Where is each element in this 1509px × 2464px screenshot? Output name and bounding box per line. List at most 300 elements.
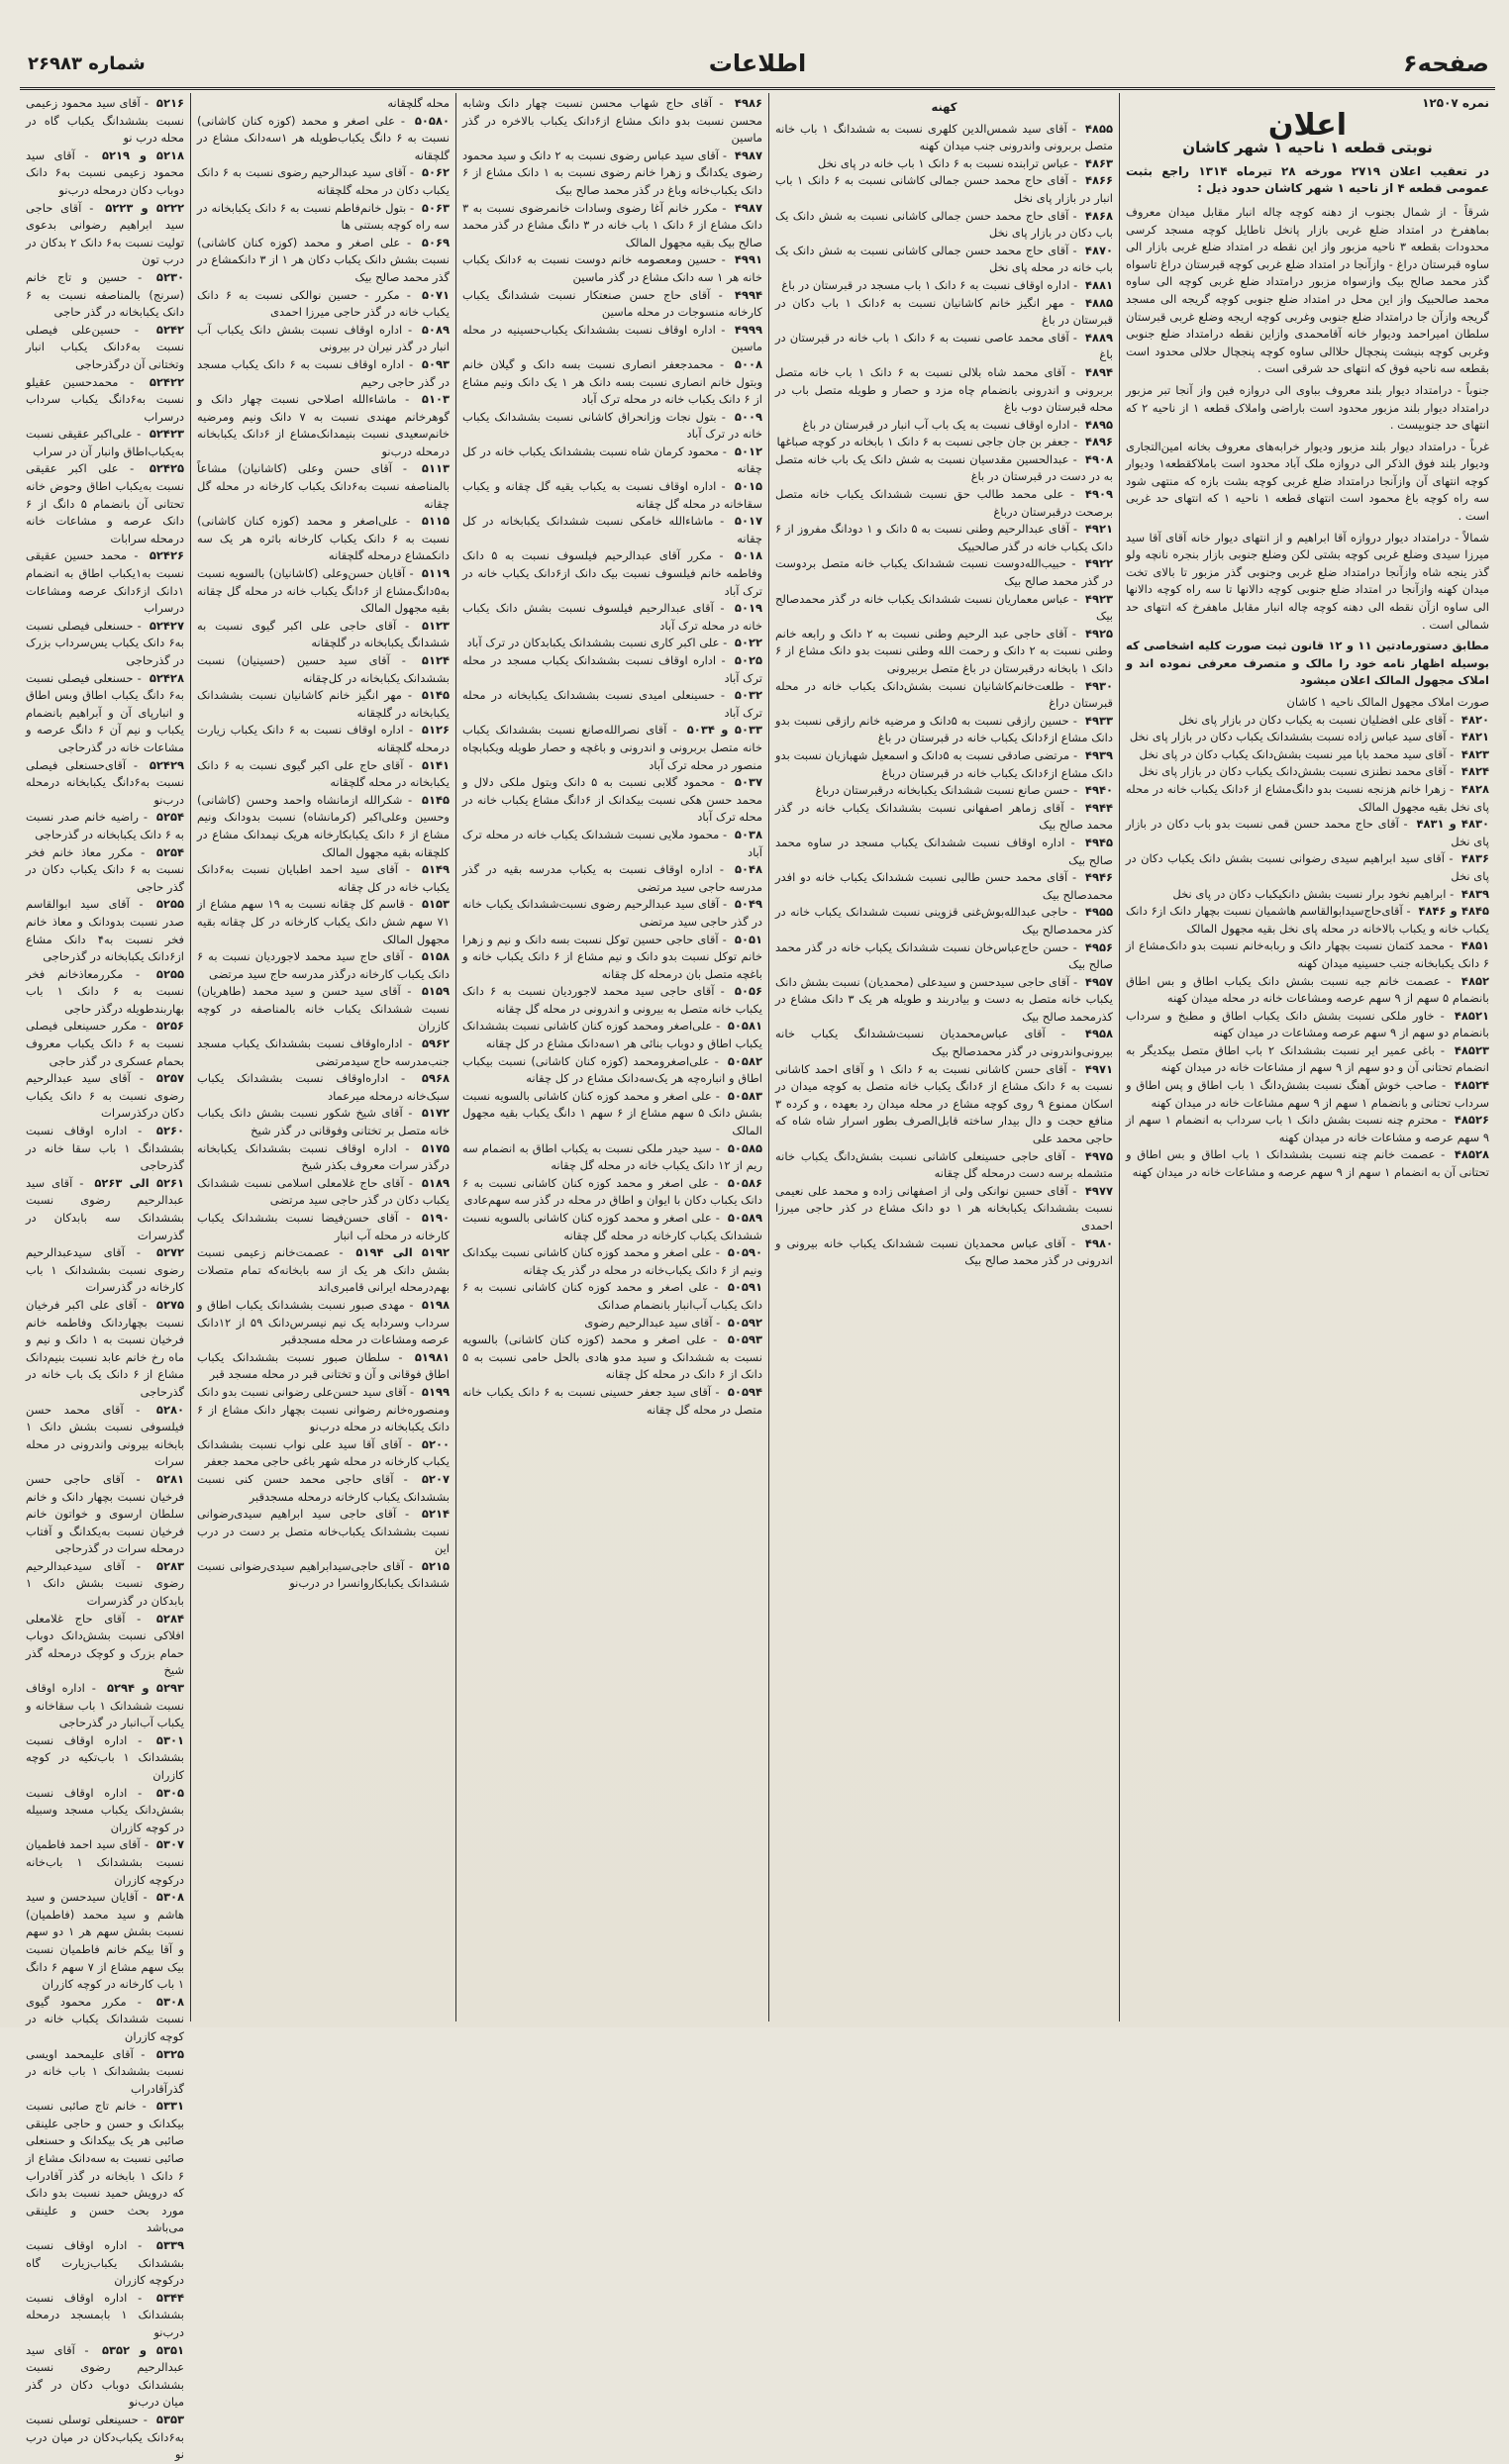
registry-entry: ۵۲۴۲۷ - حسنعلی فیصلی نسبت به۶ دانک یکباب یس‌سرداب بزرک در گذرحاجی [26,618,184,667]
entry-text: باغی عمیر ایر نسبت بششدانک ۲ باب اطاق متصل بیکدیگر به انضمام تحتانی آن و دو سهم از ۹ سهم از مشاعات خانه در میدان کهنه [1126,1042,1489,1075]
registry-entry: ۴۸۶۸ - آقای حاج محمد حسن جمالی کاشانی نسبت به شش دانک یک باب دکان در بازار پای نخل [775,208,1113,241]
entry-number: ۴۹۴۴ [1084,800,1113,815]
registry-entry: ۵۰۳۷ - محمود گلابی نسبت به ۵ دانک وبتول ملکی دلال و محمد حسن هکی نسبت بیکدانک از ۶دانگ مشاع یکباب خانه در محله ترک آباد [462,775,762,825]
entry-number: ۴۹۲۱ [1084,522,1113,537]
entry-text: اداره اوقاف نسبت بشش‌دانک یکباب‌ مسجد وسبیله در کوچه کازران [26,1785,184,1834]
entry-text: اداره اوقاف نسبت بششدانک یکباب مسجد در محله ترک آباد [462,653,762,685]
registry-entry: ۴۹۵۵ - حاجی عبدالله‌بوش‌غنی قزوینی نسبت ششدانک یکباب خانه در کذر محمدصالح بیک [775,905,1113,936]
entry-number: ۵۱۰۳ [421,392,450,407]
entry-text: آقای آقا سید علی نواب نسبت بششدانک یکباب کارخانه در محله شهر باغی حاجی محمد جعفر [197,1436,450,1469]
entry-number: ۵۱۴۱ [421,757,451,772]
registry-entry: ۵۲۶۰ - اداره اوقاف نسبت بششدانگ ۱ باب سقا خانه در گذرحاجی [26,1124,185,1173]
entry-text: علی‌اصغر و محمد (کوزه کنان کاشانی) نسبت به ۶ دانک یکباب کارخانه باثره هر یک سه دانکمشاع درمحله گلچقانه [197,514,450,563]
registry-entry: ۵۰۵۸۱ - علی‌اصغر ومحمد کوزه کنان کاشانی نسبت بششدانک یکباب اطاق و دوباب بنائی هر ۱سه‌دانک مشاع در کل چقانه [462,1019,762,1051]
entry-number: ۴۸۹۵ [1084,417,1113,432]
entry-text: اداره اوقاف نسبت بشش دانک یکباب آب انبار در گذر نیران در بیرونی [197,322,450,354]
entry-number: ۵۰۵۸۹ [727,1211,762,1225]
entry-text: حسین‌علی فیصلی نسبت به۶دانک یکباب انبار وتختانی آن درگذرحاجی [26,322,184,371]
registry-entry: ۵۲۵۷ - آقای سید عبدالرحیم رضوی نسبت به ۶ دانک یکباب دکان درکذرسرات [26,1071,184,1121]
entry-number: ۵۱۱۵ [421,514,450,529]
entry-text: آقای سید عبدالرحیم رضوی نسبت به ۶ دانک یکباب دکان درکذرسرات [26,1071,184,1121]
registry-entry: ۴۹۹۱ - حسین ومعصومه خانم دوست نسبت به ۶دانک یکباب خانه هر ۱ سه دانک مشاع در گذر ماسین [462,252,762,284]
entry-number: ۵۲۵۵ [155,966,184,981]
entry-number: ۵۲۶۰ [155,1124,184,1138]
entry-text: آقای حاج حسن صنعتکار نسبت ششدانگ یکباب کارخانه منسوجات در محله ماسین [462,287,762,320]
registry-entry: ۵۰۷۱ - مکرر - حسین نوالکی نسبت به ۶ دانک یکباب خانه در گذر حاجی میرزا احمدی [197,287,451,320]
registry-entry: ۵۲۵۴ - راضیه خانم صدر نسبت به ۶ دانک یکبابخانه در گذرحاجی [26,810,184,841]
entry-number: ۴۸۵۲۳ [1454,1042,1489,1057]
entry-text: آقایان حسن‌وعلی (کاشانیان) بالسویه نسبت به۵دانگ‌مشاع از ۶دانگ یکباب خانه در محله گل چقانه بقیه مجهول المالک [197,566,450,616]
entry-text: آقای سید عباس زاده نسبت بششدانک یکباب دکان در بازار پای نخل [1129,730,1447,744]
entry-text: حسین رازقی نسبت به ۵دانک و مرضیه خانم رازقی نسبت بدو دانک مشاع از۶دانک یکباب خانه در قبرستان در باغ [775,713,1113,745]
entry-text: محمدحسین عقیلو نسبت به۶دانگ یکباب سرداب درسراب [26,374,184,424]
issue-number: شماره ۲۶۹۸۳ [28,53,146,74]
entry-number: ۵۳۰۸ [155,1994,184,2009]
entry-number: ۵۰۸۹ [421,322,450,337]
entry-number: ۴۹۲۳ [1084,591,1113,606]
entry-number: ۵۰۵۱ [734,932,762,946]
entry-number: ۴۹۸۷ [734,200,762,215]
entry-text: آقای‌حسنعلی فیصلی نسبت به۶دانگ یکبابخانه درمحله درب‌نو [26,757,184,807]
registry-entry: ۵۱۹۲ الی ۵۱۹۴ - عصمت‌خانم زعیمی نسبت بشش دانک هر یک از سه بابخانه‌که تمام متصلات بهم‌درمحله ایرانی قامبری‌اند [197,1245,450,1295]
entry-number: ۵۳۴۴ [155,2290,184,2305]
entry-number: ۵۰۵۹۲ [727,1315,762,1330]
entry-text: آقای سید حسین (حسینیان) نسبت بششدانک یکبابخانه در کل‌چقانه [197,653,450,685]
registry-entry: ۵۳۵۱ و ۵۳۵۲ - آقای سید عبدالرحیم رضوی نسبت بششدانک دوباب دکان در گذر میان درب‌نو [26,2342,184,2410]
entry-number: ۵۳۰۱ [155,1732,184,1747]
entry-number: ۴۹۸۰ [1084,1235,1113,1250]
registry-entry: ۵۹۶۸ - اداره‌اوقاف نسبت بششدانک یکباب سبک‌خانه درمحله میرعماد [197,1071,450,1103]
entries-list-1 [775,121,1113,1270]
entry-text: مکرر حسینعلی فیصلی نسبت به ۶ دانک یکباب معروف بحمام عسکری در گذر حاجی [26,1019,184,1068]
entry-text: آقای سید عبدالرحیم رضوی نسبت‌ششدانک یکباب خانه در گذر حاجی سید مرتضی [462,897,762,929]
entry-text: حسینعلی توسلی نسبت به۶دانک یکباب‌دکان در میان درب‌ نو [26,2412,184,2462]
registry-entry: ۴۹۸۶ - آقای حاج شهاب محسن نسبت چهار دانک وشابه محسن نسبت بدو دانک مشاع از۶دانک یکباب بالاخره در گذر ماسین [462,96,763,146]
registry-entry: ۴۸۴۵ و ۴۸۴۶ - آقای‌حاج‌سید‌ابوالقاسم هاشمیان نسبت بچهار دانک از۶ دانک یکباب خانه و یکباب بالاخانه در محله پای نخل بقیه مجهول المالک [1126,904,1490,936]
column-5 [20,93,190,2462]
registry-entry: ۵۳۰۸ - مکرر محمود گیوی نسبت ششدانک یکباب خانه در کوچه کازران [26,1994,184,2043]
entry-number: ۴۹۵۵ [1084,905,1113,920]
registry-entry: ۴۹۹۹ - اداره اوقاف نسبت بششدانک یکباب‌حسینیه در محله ماسین [462,322,762,354]
registry-entry: ۴۹۲۱ - آقای عبدالرحیم وطنی نسبت به ۵ دانک و ۱ دودانگ مفروز از ۶ دانک یکباب خانه در گذر صالحبیک [775,522,1113,553]
registry-entry: ۵۱۹۰ - آقای حسن‌فیضا نسبت بششدانک یکباب کارخانه در محله آب انبار [197,1211,450,1242]
entry-number: ۴۹۰۸ [1084,451,1113,466]
entry-number: ۵۱۴۵ [421,688,450,703]
entry-text: علی اصغر و محمد (کوزه کنان کاشانی) نسبت بشش دانک یکباب دکان هر ۱ از ۳ دانکمشاع در گذر محمد صالح بیک [197,235,450,284]
entry-text: آقای حسین نوانکی ولی از اصفهانی زاده و محمد علی نعیمی نسبت بششدانک یکبابخانه هر ۱ دو دانک مشاع در کذر حاجی میرزا احمدی [775,1183,1113,1232]
ad-number: نمره ۱۲۵۰۷ [1422,96,1489,110]
registry-entry: ۵۳۵۳ - حسینعلی توسلی نسبت به۶دانک یکباب‌دکان در میان درب‌ نو [26,2412,184,2462]
registry-entry: ۵۳۲۵ - آقای علیمحمد اویسی نسبت بششدانک ۱ باب خانه در گذرآقادراب [26,2046,184,2096]
registry-entry: ۵۰۵۹۳ - علی اصغر و محمد (کوزه کنان کاشانی) بالسویه نسبت به ششدانک و سید مدو هادی بالحل حامی نسبت به ۵ دانک از ۶ دانک در محله کل چقانه [462,1332,762,1382]
boundary-south: جنوباً - درامتداد دیوار بلند معروف بباوی الی دروازه فین واز آنجا تبر مزبور درامتداد دیوار بلند مزبور محدود است باراضی واملاک قطعه ۱ از ناحیه ۲ که انتهای حد جنوبیست . [1126,382,1490,433]
entry-text: حاجی عبدالله‌بوش‌غنی قزوینی نسبت ششدانک یکباب خانه در کذر محمدصالح بیک [775,905,1113,936]
registry-entry: ۴۹۳۳ - حسین رازقی نسبت به ۵دانک و مرضیه خانم رازقی نسبت بدو دانک مشاع از۶دانک یکباب خانه در قبرستان در باغ [775,713,1113,745]
entry-number: ۴۸۸۱ [1084,277,1113,292]
registry-entry: ۵۰۸۹ - اداره اوقاف نسبت بشش دانک یکباب آب انبار در گذر نیران در بیرونی [197,322,450,354]
entry-text: اداره اوقاف نسبت بششدانک ۱ بابمسجد درمحله درب‌نو [26,2290,184,2339]
registry-entry: ۵۳۰۱ - اداره اوقاف نسبت بششدانک ۱ باب‌تکیه در کوچه کازران [26,1732,184,1782]
registry-entry: ۵۰۱۵ - اداره اوقاف نسبت به یکباب یقیه گل چقانه و یکباب سقاخانه در محله گل چقانه [462,479,762,511]
registry-entry: ۵۰۵۸۵ - سید حیدر ملکی نسبت به یکباب اطاق به انضمام سه ریم از ۱۲ دانک یکباب خانه در محله گل چقانه [462,1140,762,1173]
registry-entry: ۵۳۰۵ - اداره اوقاف نسبت بشش‌دانک یکباب‌ مسجد وسبیله در کوچه کازران [26,1785,184,1834]
registry-entry: ۴۹۵۸ - آقای عباس‌محمدیان نسبت‌ششدانگ یکباب خانه بیرونی‌واندرونی در گذر محمدصالح بیک [775,1027,1113,1059]
entry-number: ۵۲۶۱ الی ۵۲۶۳ [94,1175,185,1190]
entry-number: ۵۲۳۰ [155,269,184,284]
registry-entry: ۵۱۷۲ - آقای شیخ شکور نسبت بشش دانک یکباب خانه متصل بر تختانی وفوقانی در گذر شیخ [197,1106,450,1138]
entry-number: ۵۳۲۵ [155,2046,184,2061]
entry-text: علی‌اصغر‌ومحمد (کوزه کنان کاشانی) نسبت بیکباب اطاق و انباره‌چه هر یک‌سه‌دانک مشاع در کل چقانه [462,1053,762,1086]
entry-text: اداره اوقاف نسبت بششدانک یکباب‌زیارت گاه درکوچه کازران [26,2238,184,2288]
registry-entry: ۵۰۱۲ - محمود کرمان شاه نسبت بششدانک یکباب خانه در کل چقانه [462,444,762,476]
entry-text: اداره اوقاف نسبت ششدانک یکباب مسجد در ساوه محمد صالح بیک [775,835,1113,867]
entry-text: آقای سید احمد اطبایان نسبت به۶دانک یکباب خانه در کل چقانه [197,862,450,894]
entry-text: آقای محمد عاصی نسبت به ۶ دانک ۱ باب خانه در قبرستان در باغ [775,330,1113,362]
entry-number: ۵۱۴۹ [421,862,451,877]
entry-number: ۴۹۵۶ [1084,939,1113,954]
entry-number: ۵۰۵۹۴ [727,1384,763,1399]
registry-entry: ۴۸۸۵ - مهر انگیز خانم کاشانیان نسبت به ۶دانک ۱ باب دکان در قبرستان در باغ [775,295,1114,328]
entry-number: ۵۰۵۸۵ [727,1140,762,1155]
registry-entry: ۵۰۳۳ و ۵۰۳۴ - آقای نصرالله‌صانع نسبت بششدانک یکباب خانه متصل بربرونی و اندرونی و باغچه و حصار طویله ویکبابچاه منصور در محله ترک آباد [462,723,762,772]
entry-number: ۵۲۵۴ [155,844,184,859]
entry-text: آقای حاجی محمد حسن کنی نسبت بششدانک یکباب کارخانه درمحله مسجدقبر [197,1471,450,1504]
registry-entry: ۴۸۵۲ - عصمت خانم جبه نسبت بشش دانک یکباب اطاق و بس اطاق بانضمام ۵ سهم از ۹ سهم عرصه ومشاعات خانه در محله میدان کهنه [1126,973,1489,1006]
registry-entry: ۴۹۹۴ - آقای حاج حسن صنعتکار نسبت ششدانگ یکباب کارخانه منسوجات در محله ماسین [462,287,762,320]
registry-entry: ۵۲۰۷ - آقای حاجی محمد حسن کنی نسبت بششدانک یکباب کارخانه درمحله مسجدقبر [197,1471,450,1504]
entry-text: آقای سیدعبدالرحیم رضوی نسبت بشش دانک ۱ بابدکان در گذرسرات [26,1558,184,1609]
entry-number: ۵۹۶۲ [421,1036,451,1051]
registry-entry: ۴۸۹۶ - جعفر بن جان جاجی نسبت به ۶ دانک ۱ بابخانه در کوچه صباغها [776,435,1113,449]
entry-text: حسنعلی فیصلی نسبت به۶ دانک یکباب یس‌سرداب بزرک در گذرحاجی [26,618,184,667]
registry-entry: ۵۰۵۸۳ - علی اصغر و محمد کوزه کنان کاشانی بالسویه نسبت بشش دانک ۵ سهم مشاع از ۶ سهم ۱ دانگ یکباب بقیه مجهول المالک [462,1088,762,1138]
registry-entry: ۵۲۹۳ و ۵۲۹۴ - اداره اوقاف نسبت ششدانک ۱ باب سقاخانه و یکباب آب‌انبار در گذرحاجی [26,1681,184,1730]
entry-number: ۵۱۴۵ [421,792,450,807]
entry-number: ۴۹۸۷ [734,148,762,162]
entry-text: اداره اوقاف نسبت به ۶ دانک یکباب مسجد در گذر حاجی رحیم [197,356,450,389]
entry-text: آقای حاج علی اکبر گیوی نسبت به ۶ دانک یکبابخانه در محله گلچقانه [197,757,450,790]
entry-text: حبیب‌الله‌دوست نسبت ششدانک یکباب خانه متصل بردوست در گذر محمد صالح بیک [775,556,1113,589]
entry-text: اداره اوقاف نسبت به یکباب یقیه گل چقانه و یکباب سقاخانه در محله گل چقانه [462,479,762,511]
registry-entry: ۵۱۵۹ - آقای سید حسن و سید محمد (طاهریان) نسبت ششدانک یکباب خانه بالمناصفه در کوچه کازران [197,984,450,1034]
entry-text: آقایان سیدحسن و سید هاشم و سید محمد (فاطمیان) نسبت بشش سهم هر ۱ دو سهم و آقا بیکم خانم فاطمیان نسبت بیک سهم مشاع از ۷ سهم ۶ دانگ ۱ باب کارخانه در کوچه کازران [26,1890,184,1992]
registry-entry: ۵۲۱۶ - آقای سید محمود زعیمی نسبت بششدانگ یکباب گاه در محله درب نو [26,96,184,146]
registry-entry: ۵۰۵۸۰ - علی اصغر و محمد (کوزه کنان کاشانی) نسبت به ۶ دانگ یکباب‌طویله هر ۱سه‌دانک مشاع در گلچقانه [197,113,450,162]
newspaper-title: اطلاعات [708,49,807,77]
registry-entry: ۵۰۵۸۲ - علی‌اصغر‌ومحمد (کوزه کنان کاشانی) نسبت بیکباب اطاق و انباره‌چه هر یک‌سه‌دانک مشاع در کل چقانه [462,1053,762,1086]
entry-text: آقای حسن کاشانی نسبت به ۶ دانک‌ ۱ و آقای احمد کاشانی نسبت به ۶ دانک مشاع از ۶دانگ یکباب خانه متصل به کوچه میدان در اسکان ممنوع ۹ روی کوچه مشاع در محله میدان رد بعهده ، و کرده ۳ منافع حجت و دال بیدار ساخته قابل‌الصرف بطور اسرار شاه شاه که حاجی محمد علی [775,1061,1113,1146]
entry-text: اداره اوقاف نسبت به ۶ دانک یکباب زیارت درمحله گلچقانه [197,723,450,754]
registry-entry: ۴۹۲۵ - آقای حاجی عبد الرحیم وطنی نسبت به ۲ دانک و رابعه خانم وطنی نسبت به ۲ دانک و رحمت الله وطنی نسبت بدو دانک مشاع از ۶ دانک ۱ بابخانه درقبرستان در باغ متصل بربیرونی [775,626,1114,675]
entry-number: ۵۲۲۲ و ۵۲۲۳ [105,200,184,215]
entry-number: ۴۹۹۹ [734,322,762,337]
entry-number: ۴۹۴۰ [1084,783,1113,798]
entry-text: آقای علی افضلیان نسبت به یکباب دکان در بازار پای نخل [1178,712,1447,727]
entry-text: آقای حاجی عبد الرحیم وطنی نسبت به ۲ دانک و رابعه خانم وطنی نسبت به ۲ دانک و رحمت الله وطنی نسبت بدو دانک مشاع از ۶ دانک ۱ بابخانه درقبرستان در باغ متصل بربیرونی [775,626,1113,675]
registry-entry: ۴۹۵۷ - آقای حاجی سیدحسن و سیدعلی (محمدیان) نسبت بشش دانک یکباب خانه متصل به دست و بیادربند و طویله هر یک ۳ دانک مشاع در کذرمحمد صالح بیک [775,974,1113,1024]
entry-number: ۴۹۷۵ [1084,1148,1113,1163]
entry-number: ۵۰۲۲ [734,636,762,650]
registry-entry: ۵۳۰۸ - آقایان سیدحسن و سید هاشم و سید محمد (فاطمیان) نسبت بشش سهم هر ۱ دو سهم و آقا بیکم خانم فاطمیان نسبت بیک سهم مشاع از ۷ سهم ۶ دانگ ۱ باب کارخانه در کوچه کازران [26,1890,184,1992]
entry-text: اداره اوقاف نسبت به ۶ دانک ۱ باب مسجد در قبرستان در باغ [781,277,1070,292]
entry-text: آقای عبدالرحیم فیلسوف نسبت بشش دانک یکباب خانه در محله ترک آباد [462,601,762,633]
entry-number: ۴۹۳۰ [1084,678,1114,693]
entry-text: محترم چنه نسبت بشش دانک ۱ باب سرداب به انضمام ۱ سهم از ۹ سهم عرصه و مشاعات خانه در میدان کهنه [1126,1113,1489,1144]
entry-number: ۵۱۹۹ [421,1384,450,1399]
entry-text: حسین و تاج خانم (سرنج) بالمناصفه نسبت به ۶ دانک یکبابخانه در گذر حاجی [26,269,184,320]
entry-number: ۵۰۵۸۳ [727,1088,762,1103]
registry-entry: ۵۱۱۹ - آقایان حسن‌وعلی (کاشانیان) بالسویه نسبت به۵دانگ‌مشاع از ۶دانگ یکباب خانه در محله گل چقانه بقیه مجهول المالک [197,566,450,616]
entry-number: ۵۲۱۸ و ۵۲۱۹ [102,148,184,162]
legal-notice: مطابق دستورمادتین ۱۱ و ۱۲ قانون ثبت صورت کلیه اشخاصی که بوسیله اظهار نامه خود را مالک و متصرف معرفی نموده اند و املاک مجهول المالک اعلان میشود [1126,639,1489,688]
entry-text: آقای حسن وعلی (کاشانیان) مشاعاً بالمناصفه نسبت به۶دانک یکباب کارخانه در محله گل چقانه [197,461,450,511]
registry-entry: ۵۰۱۸ - مکرر آقای عبدالرحیم فیلسوف نسبت به ۵ دانک وفاطمه خانم فیلسوف نسبت بیک دانک از۶دانک یکباب خانه در ترک آباد [462,548,762,598]
registry-entry: ۴۸۲۱ - آقای سید عباس زاده نسبت بششدانک یکباب دکان در بازار پای نخل [1129,730,1489,744]
entry-number: ۵۱۸۹ [421,1175,450,1190]
registry-entry: ۵۱۹۸ - مهدی صبور نسبت بششدانک یکباب اطاق و سرداب وسردابه یک نیم نیسرس‌دانک ۵۹ از ۱۲دانک عرصه ومشاعات در محله مسجدقبر [197,1297,450,1347]
entry-text: علی اکبر کاری نسبت بششدانک یکبابدکان در ترک آباد [466,636,720,650]
entry-text: آقای حاجی حسینعلی کاشانی نسبت بشش‌دانگ یکباب خانه متشمله برسه دست درمحله گل چقانه [775,1148,1113,1181]
registry-entry: ۴۹۳۰ - طلعت‌خانم‌کاشانیان نسبت بشش‌دانک یکباب خانه در محله قبرستان دراغ [775,678,1114,711]
entry-text: محله گلچقانه [387,96,450,110]
entries-list-2 [462,95,762,1419]
entry-number: ۵۱۷۵ [421,1140,450,1155]
entry-text: محمدجعفر انصاری نسبت بسه دانک و گیلان خانم وبتول خانم انصاری نسبت بسه دانک هر ۱ یک دانک ونیم مشاع از ۶ دانک یکباب خانه در محله ترک آباد [462,356,762,407]
entry-number: ۵۲۸۰ [155,1402,184,1417]
entry-text: آقای حاجی سید ابراهیم سیدی‌رضوانی نسبت بششدانک یکباب‌خانه متصل بر دست در درب این [197,1507,450,1556]
registry-entry: ۵۱۴۹ - آقای سید احمد اطبایان نسبت به۶دانک یکباب خانه در کل چقانه [197,862,451,894]
registry-entry: ۵۲۴۲۲ - محمدحسین عقیلو نسبت به۶دانگ یکباب سرداب درسراب [26,374,184,424]
registry-entry: ۵۲۴۲۶ - محمد حسین عقیقی نسبت به‌۱یکباب اطاق به انضمام ۱دانک از۶دانک عرصه ومشاعات درسراب [26,548,184,616]
registry-entry: ۵۰۶۲ - آقای سید عبدالرحیم رضوی نسبت به ۶ دانک یکباب دکان در محله گلچقانه [197,165,451,197]
entry-number: ۴۸۵۵ [1084,121,1113,136]
entry-number: ۵۲۹۳ و ۵۲۹۴ [106,1681,184,1696]
entry-text: مکرر آقای عبدالرحیم فیلسوف نسبت به ۵ دانک وفاطمه خانم فیلسوف نسبت بیک دانک از۶دانک یکباب خانه در ترک آباد [462,548,762,598]
entry-text: علی اصغر و محمد (کوزه کنان کاشانی) نسبت به ۶ دانگ یکباب‌طویله هر ۱سه‌دانک مشاع در گلچقانه [197,113,450,162]
entry-number: ۵۲۵۵ [155,897,184,912]
entry-number: ۵۱۵۳ [421,897,451,912]
entry-number: ۵۲۴۲۷ [149,618,184,633]
registry-entry: ۵۲۰۰ - آقای آقا سید علی نواب نسبت بششدانک یکباب کارخانه در محله شهر باغی حاجی محمد جعفر [197,1436,450,1469]
registry-entry: ۵۰۶۹ - علی اصغر و محمد (کوزه کنان کاشانی) نسبت بشش دانک یکباب دکان هر ۱ از ۳ دانکمشاع در گذر محمد صالح بیک [197,235,450,284]
registry-entry: ۴۹۷۵ - آقای حاجی حسینعلی کاشانی نسبت بشش‌دانگ یکباب خانه متشمله برسه دست درمحله گل چقانه [775,1148,1113,1181]
registry-entry: ۵۲۷۵ - آقای علی اکبر فرخیان نسبت بچهاردانک وفاطمه خانم فرخیان نسبت به ۱ دانک و نیم و ماه رخ خانم عابد نسبت بنیم‌دانک مشاع از ۶ دانک یک باب خانه در گذرحاجی [26,1297,184,1399]
registry-entry: ۵۳۰۷ - آقای سید احمد فاطمیان نسبت بششدانک ۱ باب‌خانه درکوچه کازران [26,1837,184,1887]
entry-text: آقای محمد شاه بلالی نسبت به ۶ دانک ۱ باب خانه متصل بربرونی و اندرونی بانضمام چاه مزد و حصار و طویله متصل باب در محله قبرستان دوب باغ [775,364,1113,415]
registry-entry: ۵۰۱۷ - ماشاءالله خامکی نسبت ششدانک یکبابخانه در کل چقانه [462,514,762,545]
entry-text: آقای سید احمد فاطمیان نسبت بششدانک ۱ باب‌خانه درکوچه کازران [26,1837,184,1887]
registry-entry: ۴۸۲۳ - آقای سید محمد بابا میر نسبت بشش‌دانک یکباب دکان در پای نخل [1139,746,1489,761]
entry-number: ۵۱۲۴ [421,653,450,667]
entry-number: ۵۹۶۸ [421,1071,450,1086]
registry-entry: ۵۰۵۹۲ - آقای سید عبدالرحیم رضوی [584,1315,762,1330]
registry-entry: ۴۹۲۲ - حبیب‌الله‌دوست نسبت ششدانک یکباب خانه متصل بردوست در گذر محمد صالح بیک [775,556,1113,589]
entry-number: ۵۰۳۸ [734,827,762,841]
registry-entry: ۵۲۴۲۹ - آقای‌حسنعلی فیصلی نسبت به۶دانگ یکبابخانه درمحله درب‌نو [26,757,184,807]
entry-text: علی‌اکبر عقیقی نسبت به‌یکباب‌اطاق وانبار آن در سراب [26,427,184,458]
registry-entry: ۴۸۵۱ - محمد کتمان نسبت بچهار دانک و ربابه‌خانم نسبت بدو دانک‌مشاع از ۶ دانک یکبابخانه جنب حسینیه میدان کهنه [1126,938,1489,970]
entry-number: ۴۸۶۶ [1084,173,1114,188]
registry-entry: ۵۲۶۱ الی ۵۲۶۳ - آقای سید عبدالرحیم رضوی نسبت بششدانک سه بابدکان در گذرسرات [26,1175,185,1242]
entry-number: ۵۰۰۹ [734,409,762,424]
entry-text: آقای سید عباس رضوی نسبت به ۲ دانک و سید محمود رضوی یکدانگ و زهرا خانم رضوی نسبت به ۱ دانک مشاع از ۶ دانک یکباب‌خانه وباغ در گذر محمد صالح بیک [462,148,763,197]
registry-entry: ۵۱۸۹ - آقای حاج غلامعلی اسلامی نسبت ششدانک یکباب دکان در گذر حاجی سید مرتضی [197,1175,450,1208]
entry-text: اداره‌اوقاف نسبت بششدانک یکباب مسجد جنب‌مدرسه حاج سیدمرتضی [197,1036,450,1068]
entry-number: ۵۲۰۰ [421,1436,450,1451]
entry-number: ۴۸۵۲۶ [1454,1113,1489,1128]
registry-entry: ۵۰۰۸ - محمدجعفر انصاری نسبت بسه دانک و گیلان خانم وبتول خانم انصاری نسبت بسه دانک هر ۱ یک دانک ونیم مشاع از ۶ دانک یکباب خانه در محله ترک آباد [462,356,762,407]
entry-number: ۵۰۵۹۰ [727,1245,763,1260]
registry-entry: ۵۲۷۲ - آقای سیدعبدالرحیم رضوی نسبت بششدانک ۱ باب کارخانه در گذرسرات [26,1245,185,1295]
entry-text: مهدی صبور نسبت بششدانک یکباب اطاق و سرداب وسردابه یک نیم نیسرس‌دانک ۵۹ از ۱۲دانک عرصه ومشاعات در محله مسجدقبر [197,1297,450,1347]
registry-entry: ۴۸۸۱ - اداره اوقاف نسبت به ۶ دانک ۱ باب مسجد در قبرستان در باغ [781,277,1113,292]
entry-number: ۵۰۵۹۱ [727,1280,762,1295]
entry-number: ۴۸۵۲۱ [1454,1008,1489,1023]
entry-text: آقای سید حسن و سید محمد (طاهریان) نسبت ششدانک یکباب خانه بالمناصفه در کوچه کازران [197,984,450,1034]
entry-text: علی اصغر و محمد کوزه کنان کاشانی بالسویه نسبت ششدانک یکباب کارخانه در محله گل چقانه [462,1211,762,1242]
entry-text: حسین ومعصومه خانم دوست نسبت به ۶دانک یکباب خانه هر ۱ سه دانک مشاع در گذر ماسین [462,252,762,284]
registry-entry: ۵۱۲۴ - آقای سید حسین (حسینیان) نسبت بششدانک یکبابخانه در کل‌چقانه [197,653,450,685]
entry-number: ۴۸۹۴ [1084,364,1113,379]
entry-number: ۵۲۷۲ [155,1245,185,1260]
entry-number: ۵۲۸۱ [155,1471,184,1486]
entry-number: ۵۲۵۷ [155,1071,184,1086]
registry-entry: ۵۲۸۴ - آقای حاج غلامعلی افلاکی نسبت بشش‌دانک دوباب حمام بزرک و کوچک درمحله گذر شیخ [26,1611,184,1678]
page-header [20,48,1495,90]
registry-entry: ۵۱۵۸ - آقای حاج سید محمد لاجوردیان نسبت به ۶ دانک یکباب کارخانه درگذر مدرسه حاج سید مرتضی [197,949,450,981]
entry-text: مکررمعاذخانم فخر نسبت به ۶ دانک ۱ باب بهاربندطویله درگذر حاجی [26,966,185,1016]
registry-entry: ۵۲۵۶ - مکرر حسینعلی فیصلی نسبت به ۶ دانک یکباب معروف بحمام عسکری در گذر حاجی [26,1019,184,1068]
entry-text: آقای حاج محمد حسن قمی نسبت بدو باب دکان در بازار پای نخل [1126,817,1489,848]
entry-number: ۵۲۴۲۵ [149,461,184,476]
entry-text: آقای حسن‌فیضا نسبت بششدانک یکباب کارخانه در محله آب انبار [197,1211,450,1242]
entry-number: ۴۹۵۷ [1084,974,1113,989]
entry-text: سلطان صبور نسبت بششدانک یکباب اطاق فوقانی و آن و تختانی قبر در محله مسجد قبر [197,1349,450,1382]
entry-text: صورت املاک مجهول المالک ناحیه ۱ کاشان [1286,695,1489,709]
entry-number: ۴۹۹۱ [734,252,762,267]
registry-entry: ۵۲۵۴ - مکرر معاذ خانم فخر نسبت به ۶ دانک یکباب دکان در گذر حاجی [26,844,184,894]
entry-text: عصمت خانم جبه نسبت بشش دانک یکباب اطاق و بس اطاق بانضمام ۵ سهم از ۹ سهم عرصه ومشاعات خانه در محله میدان کهنه [1126,973,1489,1006]
entry-number: ۴۹۴۵ [1084,835,1113,849]
entry-number: ۵۲۵۶ [155,1019,184,1034]
registry-entry: ۵۱۹۸۱ - سلطان صبور نسبت بششدانک یکباب اطاق فوقانی و آن و تختانی قبر در محله مسجد قبر [197,1349,450,1382]
registry-entry: ۵۲۸۱ - آقای حاجی حسن فرخیان نسبت بچهار دانک و خانم سلطان ارسوی و خواتون خانم فرخیان نسبت به‌یکدانگ و آفتاب درمحله سرات در گذرحاجی [26,1471,184,1556]
registry-entry: ۴۸۵۵ - آقای سید شمس‌الدین کلهری نسبت به ششدانگ ۱ باب خانه متصل بربرونی واندرونی جنب میدان کهنه [775,121,1113,153]
entry-text: آقای سید عبدالرحیم رضوی نسبت بششدانک سه بابدکان در گذرسرات [26,1175,184,1242]
entry-text: محمود گلابی نسبت به ۵ دانک وبتول ملکی دلال و محمد حسن هکی نسبت بیکدانک از ۶دانگ مشاع یکباب خانه در محله ترک آباد [462,775,762,825]
ad-intro: در تعقیب اعلان ۲۷۱۹ مورخه ۲۸ تیرماه ۱۳۱۴ راجع بثبت عمومی قطعه ۴ از ناحیه ۱ شهر کاشان حدود ذیل : [1126,163,1489,196]
entries-list-3 [197,95,450,1593]
entry-text: آقای سید ابراهیم سیدی رضوانی نسبت بشش دانک یکباب دکان در پای نخل [1126,851,1489,883]
registry-entry: ۴۹۰۹ - علی محمد طالب حق نسبت ششدانک یکباب خانه متصل برصحت درقبرستان درباغ [775,487,1113,519]
page-label: صفحه۶ [1403,49,1489,77]
registry-entry: ۵۱۴۱ - آقای حاج علی اکبر گیوی نسبت به ۶ دانک یکبابخانه در محله گلچقانه [197,757,451,790]
entry-text: آقای عباس محمدیان نسبت ششدانک یکباب خانه بیرونی و اندرونی در گذر محمد صالح بیک [775,1235,1113,1268]
entry-text: علی محمد طالب حق نسبت ششدانک یکباب خانه متصل برصحت درقبرستان درباغ [775,487,1113,519]
registry-entry: ۵۰۳۸ - محمود ملایی نسبت ششدانک یکباب خانه در محله ترک آباد [462,827,762,859]
entry-text: اداره اوقاف نسبت ششدانک ۱ باب سقاخانه و یکباب آب‌انبار در گذرحاجی [26,1681,184,1730]
entry-text: اداره اوقاف نسبت بششدانک یکبابخانه درگذر سرات معروف بکذر شیخ [197,1140,450,1173]
entry-text: حسینعلی امیدی نسبت بششدانک یکبابخانه در محله ترک آباد [462,688,762,720]
entry-number: ۵۱۱۳ [421,461,450,476]
entry-number: ۵۰۶۹ [421,235,450,249]
entry-number: ۵۲۸۳ [155,1558,185,1573]
entry-number: ۴۸۲۸ [1460,781,1489,796]
registry-entry: ۵۱۴۵ - شکرالله ازمانشاه واحمد وحسن (کاشانی) وحسین وعلی‌اکبر (کرمانشاه) نسبت بدودانک ونیم مشاع از ۶ دانک یکبابکارخانه هریک نیمدانک مشاع در کلچقانه بقیه مجهول المالک [197,792,450,859]
registry-entry: ۵۲۴۲۵ - علی اکبر عقیقی نسبت به‌یکباب اطاق وحوض خانه تحتانی آن بانضمام ۵ دانگ از ۶ دانک عرصه و مشاعات خانه درمحله سرابات [26,461,184,545]
registry-entry: ۵۱۰۳ - ماشاءالله اصلاحی نسبت چهار دانک و گوهرخانم مهندی نسبت به ۷ دانک ونیم ومرضیه خانم‌سعیدی نسبت بنیمدانک‌مشاع از ۶دانک یکبابخانه درمحله درب‌نو [197,392,450,458]
entry-text: آقای سید عبدالرحیم رضوی نسبت به ۶ دانک یکباب دکان در محله گلچقانه [197,165,450,197]
entry-text: آقای حاجی سید ابراهیم رضوانی بدعوی تولیت نسبت به۶ دانک ۲ بدکان در درب تون [26,200,185,267]
registry-entry: ۵۱۷۵ - اداره اوقاف نسبت بششدانک یکبابخانه درگذر سرات معروف بکذر شیخ [197,1140,450,1173]
registry-entry: ۵۲۴۲۸ - حسنعلی فیصلی نسبت به۶ دانگ یکباب اطاق وبس اطاق و انبار‌پای آن و آبراهیم بانضمام یکباب و نیم آن ۶ دانگ عرصه و مشاعات خانه در گذرحاجی [26,670,185,754]
entry-number: ۵۳۵۳ [155,2412,184,2426]
column-2 [768,93,1119,2021]
entry-number: ۴۸۳۰ و ۴۸۳۱ [1416,817,1489,832]
entry-text: علی اصغر و محمد کوزه کنان کاشانی بالسویه نسبت بشش دانک ۵ سهم مشاع از ۶ سهم ۱ دانگ یکباب بقیه مجهول المالک [462,1088,762,1138]
entry-number: ۴۹۵۸ [1084,1027,1113,1041]
entry-text: اداره اوقاف نسبت بششدانک ۱ باب‌تکیه در کوچه کازران [26,1732,184,1782]
registry-entry: ۵۹۶۲ - اداره‌اوقاف نسبت بششدانک یکباب مسجد جنب‌مدرسه حاج سیدمرتضی [197,1036,451,1068]
entry-number: ۵۰۵۸۶ [727,1175,762,1190]
registry-entry: ۴۸۵۲۶ - محترم چنه نسبت بشش دانک ۱ باب سرداب به انضمام ۱ سهم از ۹ سهم عرصه و مشاعات خانه در میدان کهنه [1126,1113,1489,1144]
entry-text: آقای حاجی سید محمد لاجوردیان نسبت به ۶ دانک یکباب خانه متصل به بیرونی و اندرونی در محله گل چقانه [462,984,762,1016]
entry-number: ۴۸۳۶ [1460,851,1489,866]
entry-text: علی اصغر و محمد (کوزه کنان کاشانی) بالسویه نسبت به ششدانک و سید مدو هادی بالحل حامی نسبت به ۵ دانک از ۶ دانک در محله کل چقانه [462,1332,762,1382]
entry-number: ۵۱۹۲ الی ۵۱۹۴ [355,1245,450,1260]
entry-number: ۵۰۰۸ [734,356,762,371]
entry-number: ۴۸۸۵ [1084,295,1114,310]
registry-entry: ۵۳۳۱ - خانم تاج صائبی نسبت بیکدانک و حسن و حاجی علینقی صائبی هر یک بیکدانک و حسنعلی صائبی نسبت به سه‌دانک مشاع از ۶ دانک ۱ بابخانه در گذر آقادراب که درویش حمید نسبت بدو دانک مورد بحث حسن و علینقی می‌باشد [26,2099,184,2235]
entry-text: آقای محمد حسن فیلسوفی نسبت بشش دانک ۱ بابخانه بیرونی واندرونی در محله سرات [26,1402,184,1469]
registry-entry: ۴۸۵۲۸ - عصمت خانم چنه نسبت بششدانک ۱ باب اطاق و بس اطاق و تحتانی آن به انضمام ۱ سهم از ۹ سهم عرصه و مشاعات خانه در میدان کهنه [1126,1147,1490,1180]
registry-entry: ۵۲۱۸ و ۵۲۱۹ - آقای سید محمود زعیمی نسبت به۶ دانک دوباب دکان درمحله درب‌نو [26,148,184,197]
entry-text: آقای حاجی‌سیدابراهیم سیدی‌رضوانی نسبت ششدانک یکبابکاروانسرا در درب‌نو [197,1558,450,1591]
entry-number: ۵۰۱۷ [734,514,762,529]
entry-number: ۵۰۳۲ [734,688,762,703]
entry-text: مکرر معاذ خانم فخر نسبت به ۶ دانک یکباب دکان در گذر حاجی [26,844,184,894]
entry-number: ۴۸۴۵ و ۴۸۴۶ [1418,904,1490,919]
registry-entry: ۴۸۳۶ - آقای سید ابراهیم سیدی رضوانی نسبت بشش دانک یکباب دکان در پای نخل [1126,851,1489,883]
registry-entry: ۴۸۹۵ - اداره اوقاف نسبت به یک باب آب انبار در قبرستان در باغ [802,417,1113,432]
entry-text: اداره اوقاف نسبت به یکباب مدرسه بقیه در گذر مدرسه حاجی سید مرتضی [462,862,762,894]
entry-text: خاور ملکی نسبت بشش دانک یکباب اطاق و مطبخ و سرداب بانضمام دو سهم از ۹ سهم عرصه ومشاعات در میدان کهنه [1126,1008,1489,1040]
entry-number: ۴۹۹۴ [734,287,762,302]
entry-number: ۵۰۴۹ [734,897,762,912]
entry-number: ۵۳۳۹ [155,2238,184,2253]
entry-text: علی‌اصغر ومحمد کوزه کنان کاشانی نسبت بششدانک یکباب اطاق و دوباب بنائی هر ۱سه‌دانک مشاع در کل چقانه [462,1019,762,1051]
entries-list-4 [26,95,184,2464]
registry-entry [197,95,450,113]
entry-number: ۵۳۰۸ [155,1890,184,1905]
entry-number: ۵۰۵۸۰ [414,113,450,128]
entry-number: ۵۰۶۳ [421,200,450,215]
entry-text: مکرر خانم آغا رضوی وسادات خانمرضوی نسبت به ۳ دانک مشاع از ۶ دانک ۱ باب خانه در ۳ دانگ مشاع در گذر محمد صالح بیک بقیه مجهول المالک [462,200,762,249]
entry-number: ۴۸۶۳ [1084,155,1113,170]
entry-text: محمود کرمان شاه نسبت بششدانک یکباب خانه در کل چقانه [462,444,762,476]
registry-entry: ۴۹۷۷ - آقای حسین نوانکی ولی از اصفهانی زاده و محمد علی نعیمی نسبت بششدانک یکبابخانه هر ۱ دو دانک مشاع در کذر حاجی میرزا احمدی [775,1183,1113,1232]
entry-text: زهرا خانم هزنجه نسبت بدو دانگ‌مشاع از ۶دانک یکباب خانه در محله پای نخل بقیه مجهول المالک [1126,781,1489,814]
entry-number: ۴۸۲۰ [1460,712,1489,727]
entry-text: عباس ترابنده نسبت به ۶ دانک ۱ باب خانه در پای نخل [817,155,1070,170]
registry-entry: ۴۸۵۲۱ - خاور ملکی نسبت بشش دانک یکباب اطاق و مطبخ و سرداب بانضمام دو سهم از ۹ سهم عرصه ومشاعات در میدان کهنه [1126,1008,1489,1040]
entry-text: آقای سید شمس‌الدین کلهری نسبت به ششدانگ ۱ باب خانه متصل بربرونی واندرونی جنب میدان کهنه [775,121,1113,153]
entry-number: ۵۰۳۷ [734,775,762,790]
registry-entry: ۵۳۳۹ - اداره اوقاف نسبت بششدانک یکباب‌زیارت گاه درکوچه کازران [26,2238,184,2288]
registry-entry: ۵۰۵۱ - آقای حاجی حسین توکل نسبت بسه دانک و نیم و زهرا خانم توکل نسبت بدو دانک و نیم مشاع از ۶ دانک یکباب خانه و باغچه متصل بان درمحله کل چقانه [462,932,762,981]
registry-entry: ۵۰۴۹ - آقای سید عبدالرحیم رضوی نسبت‌ششدانک یکباب خانه در گذر حاجی سید مرتضی [462,897,762,929]
entry-number: ۵۲۴۲ [155,322,184,337]
